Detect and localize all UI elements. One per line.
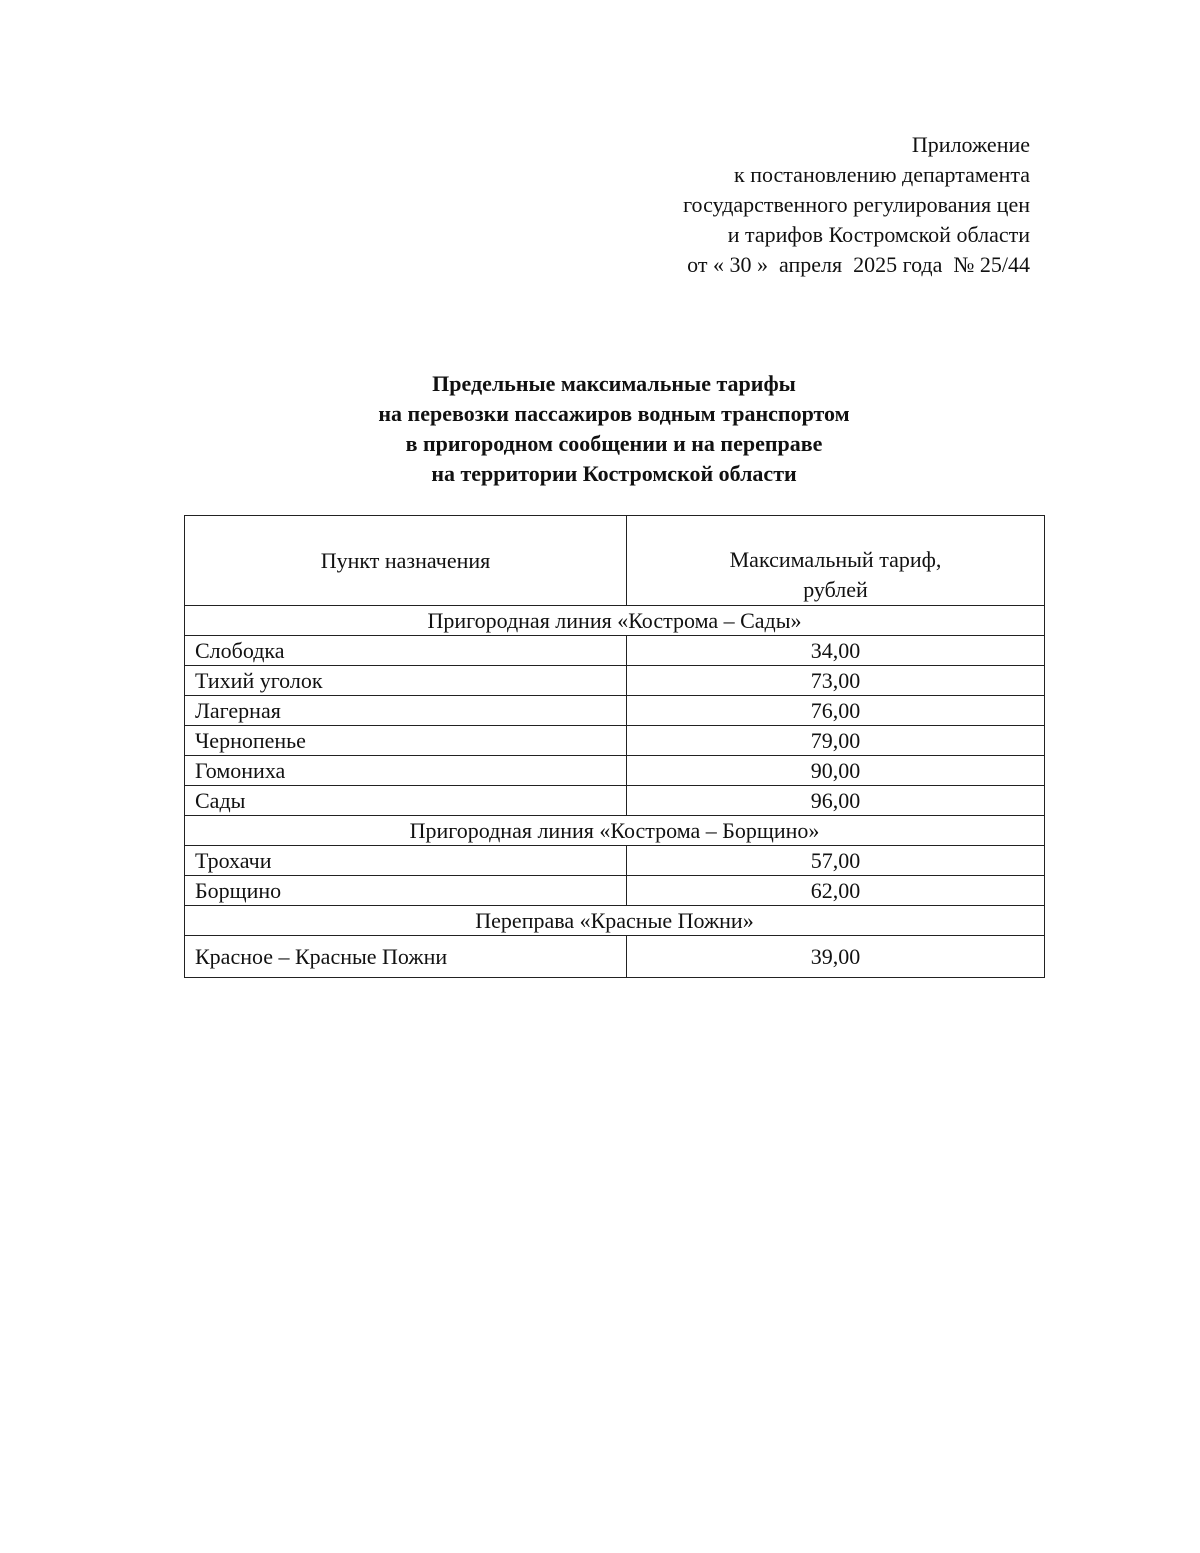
header-tariff <box>627 516 1045 606</box>
title-line: на перевозки пассажиров водным транспортом <box>378 401 850 426</box>
appendix-block <box>470 130 1030 280</box>
tariff-table <box>184 515 1045 978</box>
table-row <box>185 636 1045 666</box>
table-row <box>185 936 1045 978</box>
header-tariff-unit: рублей <box>803 577 868 602</box>
destination-cell: Трохачи <box>185 846 627 876</box>
price-cell: 57,00 <box>627 846 1045 876</box>
price-cell: 62,00 <box>627 876 1045 906</box>
section-title: Переправа «Красные Пожни» <box>185 906 1045 936</box>
table-row <box>185 756 1045 786</box>
destination-cell: Слободка <box>185 636 627 666</box>
document-title <box>184 369 1044 489</box>
appendix-line: к постановлению департамента <box>734 162 1030 187</box>
title-line: Предельные максимальные тарифы <box>432 371 796 396</box>
header-tariff-line: Максимальный тариф, <box>729 547 942 572</box>
price-cell: 39,00 <box>627 936 1045 978</box>
price-cell: 76,00 <box>627 696 1045 726</box>
header-destination: Пункт назначения <box>185 516 627 606</box>
appendix-line: и тарифов Костромской области <box>727 222 1030 247</box>
destination-cell: Борщино <box>185 876 627 906</box>
section-row <box>185 906 1045 936</box>
table-row <box>185 666 1045 696</box>
destination-cell: Чернопенье <box>185 726 627 756</box>
destination-cell: Лагерная <box>185 696 627 726</box>
price-cell: 90,00 <box>627 756 1045 786</box>
price-cell: 34,00 <box>627 636 1045 666</box>
section-title: Пригородная линия «Кострома – Борщино» <box>185 816 1045 846</box>
title-line: в пригородном сообщении и на переправе <box>405 431 823 456</box>
destination-cell: Сады <box>185 786 627 816</box>
section-row <box>185 816 1045 846</box>
appendix-line: Приложение <box>911 132 1030 157</box>
table-row <box>185 696 1045 726</box>
title-line: на территории Костромской области <box>431 461 797 486</box>
appendix-line: государственного регулирования цен <box>683 192 1030 217</box>
price-cell: 73,00 <box>627 666 1045 696</box>
price-cell: 79,00 <box>627 726 1045 756</box>
table-row <box>185 786 1045 816</box>
section-row <box>185 606 1045 636</box>
destination-cell: Тихий уголок <box>185 666 627 696</box>
destination-cell: Красное – Красные Пожни <box>185 936 627 978</box>
table-row <box>185 726 1045 756</box>
table-row <box>185 846 1045 876</box>
section-title: Пригородная линия «Кострома – Сады» <box>185 606 1045 636</box>
appendix-date-number: от « 30 » апреля 2025 года № 25/44 <box>687 252 1030 277</box>
table-row <box>185 876 1045 906</box>
table-header-row <box>185 516 1045 606</box>
price-cell: 96,00 <box>627 786 1045 816</box>
destination-cell: Гомониха <box>185 756 627 786</box>
